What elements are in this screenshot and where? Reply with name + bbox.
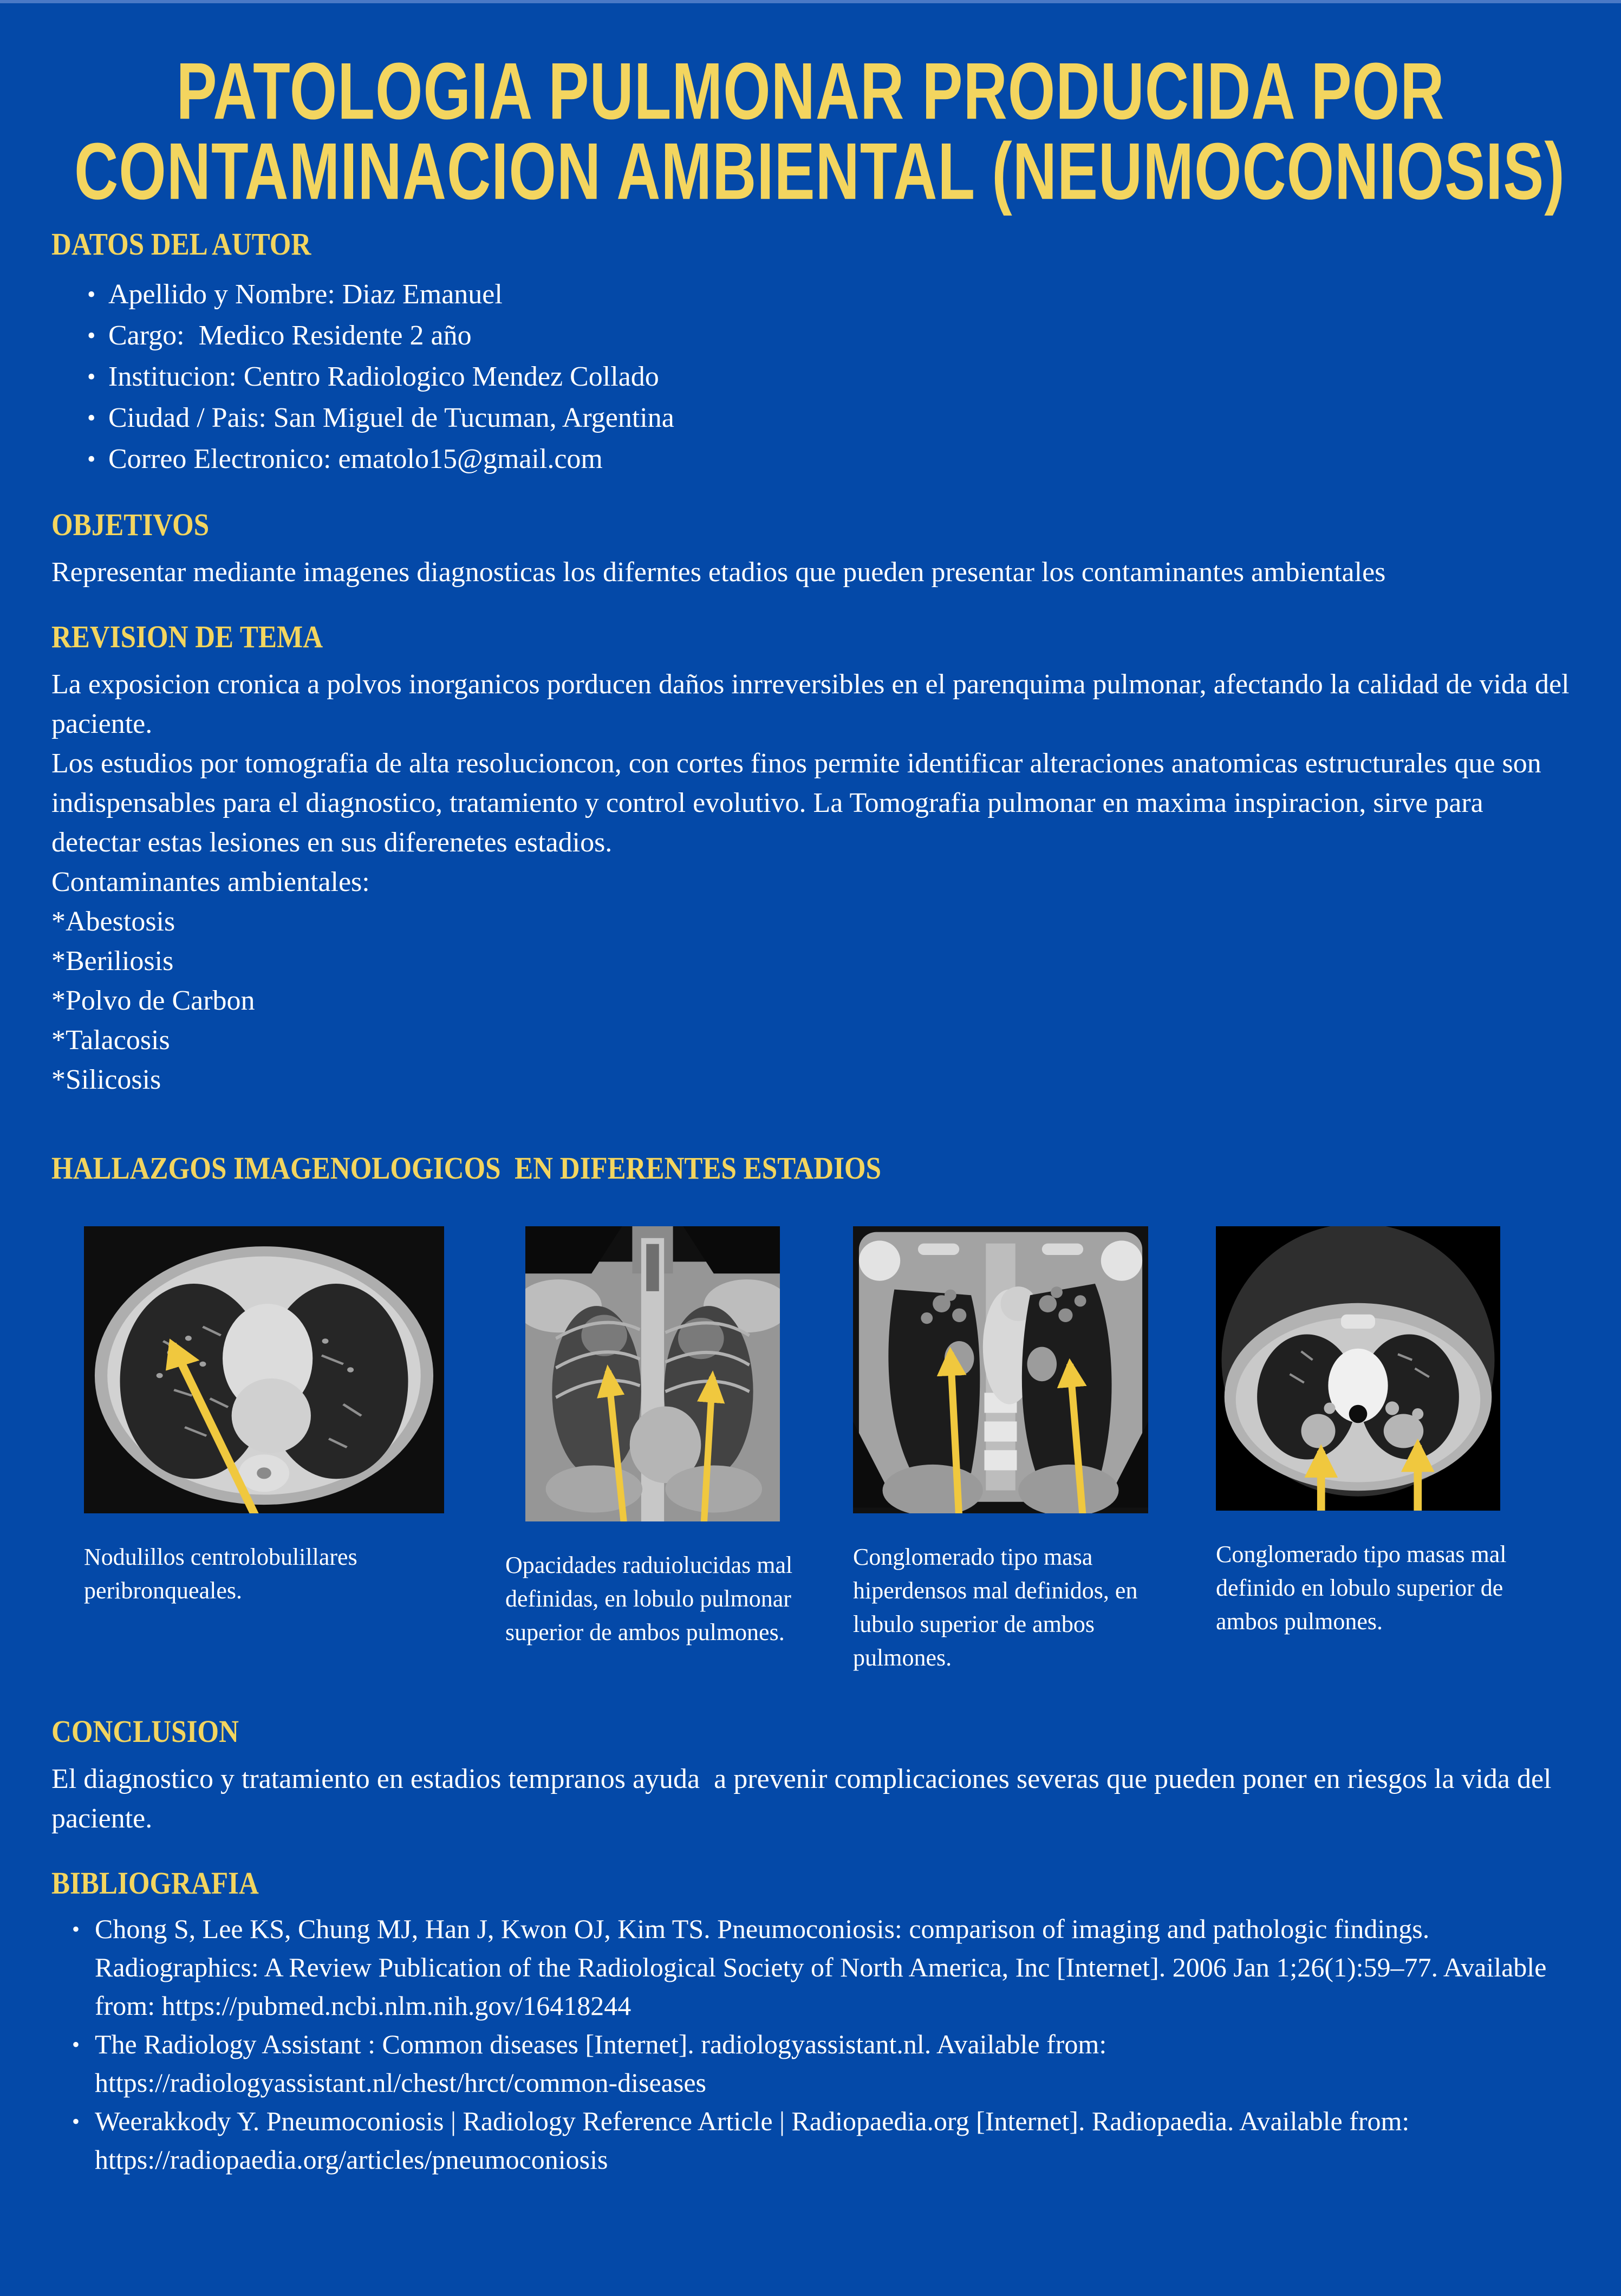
axial-ct-lung-window-image bbox=[84, 1226, 444, 1513]
figure-caption-3: Conglomerado tipo masa hiperdensos mal definidos, en lubulo superior de ambos pulmones. bbox=[853, 1544, 1144, 1671]
section-conclusion bbox=[51, 1713, 1570, 1838]
contaminant-silicosis: *Silicosis bbox=[51, 1064, 161, 1095]
objetivos-heading: OBJETIVOS bbox=[51, 507, 210, 542]
axial-ct-upper-lobes-image bbox=[1216, 1226, 1500, 1511]
author-item-city-country: • Ciudad / Pais: San Miguel de Tucuman, Argentina bbox=[51, 398, 1570, 439]
author-item-institution: • Institucion: Centro Radiologico Mendez Collado bbox=[51, 356, 1570, 398]
author-list bbox=[51, 274, 1570, 480]
bibliografia-heading: BIBLIOGRAFIA bbox=[51, 1865, 259, 1901]
section-bibliografia bbox=[51, 1864, 1570, 2179]
author-heading: DATOS DEL AUTOR bbox=[51, 226, 311, 262]
poster-title-line-1: PATOLOGIA PULMONAR PRODUCIDA POR bbox=[176, 45, 1445, 136]
poster-title bbox=[51, 45, 1570, 217]
section-objetivos bbox=[51, 506, 1570, 592]
contaminant-beriliosis: *Beriliosis bbox=[51, 946, 174, 977]
frontal-chest-xray-image bbox=[525, 1226, 780, 1521]
figure-axial-ct-nodules bbox=[84, 1226, 463, 1608]
figure-axial-ct-masses bbox=[1216, 1226, 1563, 1638]
author-item-name: • Apellido y Nombre: Diaz Emanuel bbox=[51, 274, 1570, 315]
figures-row bbox=[51, 1226, 1570, 1675]
figure-caption-1: Nodulillos centrolobulillares peribronqueales. bbox=[84, 1544, 363, 1604]
author-item-role: • Cargo: Medico Residente 2 año bbox=[51, 315, 1570, 356]
section-author bbox=[51, 225, 1570, 480]
section-revision bbox=[51, 618, 1577, 1100]
contaminant-talacosis: *Talacosis bbox=[51, 1025, 170, 1056]
bibliography-entry-1: • Chong S, Lee KS, Chung MJ, Han J, Kwon OJ, Kim TS. Pneumoconiosis: comparison of imaging and pathologic findings. Radiographics: A Review Publication of the Radiological Society of North America, Inc [Internet]. 2006 Jan 1;26(1):59–77. Available from: https://pubmed.ncbi.nlm.nih.gov/16418244 bbox=[51, 1910, 1570, 2025]
poster-content bbox=[0, 45, 1621, 2179]
poster-title-line-2: CONTAMINACION AMBIENTAL (NEUMOCONIOSIS) bbox=[74, 126, 1565, 217]
contaminants-intro: Contaminantes ambientales: bbox=[51, 867, 370, 897]
contaminant-abestosis: *Abestosis bbox=[51, 906, 175, 937]
section-hallazgos bbox=[51, 1149, 1570, 1675]
objetivos-text: Representar mediante imagenes diagnosticas los diferntes etadios que pueden presentar los contaminantes ambientales bbox=[51, 557, 1386, 588]
contaminant-polvo-de-carbon: *Polvo de Carbon bbox=[51, 985, 255, 1016]
revision-paragraph-1: La exposicion cronica a polvos inorganicos porducen daños inrreversibles en el parenquima pulmonar, afectando la calidad de vida del paciente. bbox=[51, 669, 1577, 739]
figure-caption-4: Conglomerado tipo masas mal definido en lobulo superior de ambos pulmones. bbox=[1216, 1541, 1513, 1635]
revision-paragraph-2: Los estudios por tomografia de alta resolucioncon, con cortes finos permite identificar alteraciones anatomicas estructurales que son indispensables para el diagnostico, tratamiento y control evolutivo. La Tomografia pulmonar en maxima inspiracion, sirve para detectar estas lesiones en sus diferenetes estadios. bbox=[51, 748, 1548, 858]
figure-caption-2: Opacidades raduiolucidas mal definidas, en lobulo pulmonar superior de ambos pulmones. bbox=[505, 1552, 799, 1645]
revision-heading: REVISION DE TEMA bbox=[51, 619, 323, 654]
bibliography-list bbox=[51, 1910, 1570, 2179]
conclusion-text: El diagnostico y tratamiento en estadios tempranos ayuda a prevenir complicaciones severas que pueden poner en riesgos la vida del paciente. bbox=[51, 1764, 1559, 1834]
coronal-ct-lung-window-image bbox=[853, 1226, 1148, 1513]
author-item-email: • Correo Electronico: ematolo15@gmail.com bbox=[51, 439, 1570, 480]
bibliography-entry-3: • Weerakkody Y. Pneumoconiosis | Radiology Reference Article | Radiopaedia.org [Internet]. Radiopaedia. Available from: https://radiopaedia.org/articles/pneumoconiosis bbox=[51, 2102, 1570, 2179]
conclusion-heading: CONCLUSION bbox=[51, 1714, 239, 1749]
bibliography-entry-2: • The Radiology Assistant : Common diseases [Internet]. radiologyassistant.nl. Available from: https://radiologyassistant.nl/chest/hrct/common-diseases bbox=[51, 2025, 1570, 2102]
page-top-edge bbox=[0, 0, 1621, 3]
figure-coronal-ct bbox=[853, 1226, 1178, 1675]
hallazgos-heading: HALLAZGOS IMAGENOLOGICOS EN DIFERENTES ESTADIOS bbox=[51, 1150, 882, 1186]
figure-chest-xray bbox=[501, 1226, 815, 1649]
